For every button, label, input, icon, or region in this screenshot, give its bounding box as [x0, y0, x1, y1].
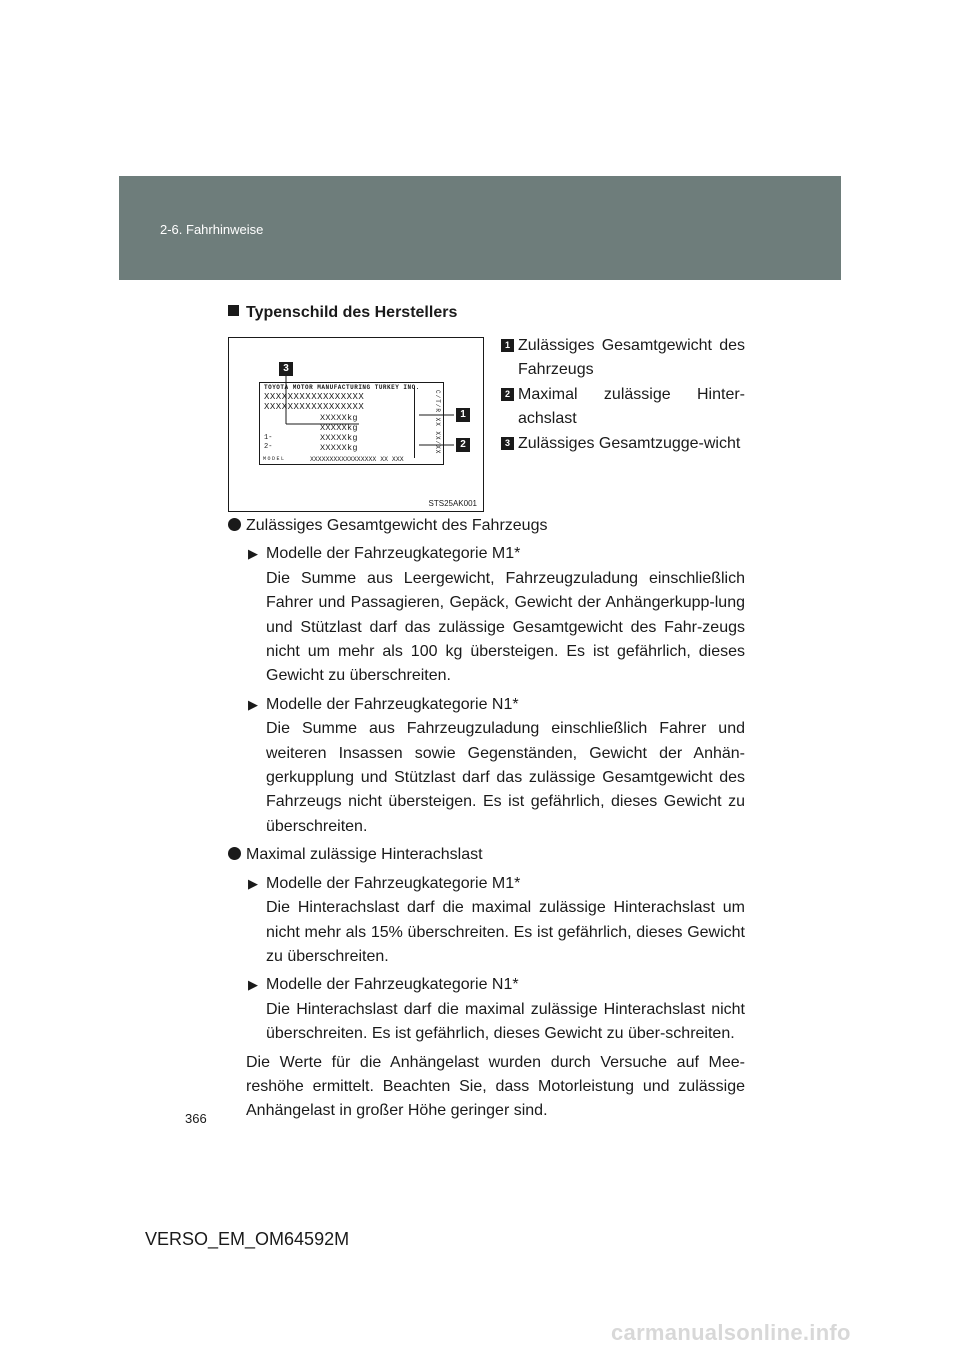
sub-item — [228, 872, 745, 970]
page-number: 366 — [185, 1111, 207, 1126]
bullet-item — [228, 514, 745, 538]
plate-side-text: C/T/R XX XX/XX — [414, 386, 441, 458]
plate-axle-label: 1- — [264, 434, 273, 442]
plate-model-label: MODEL — [263, 456, 286, 462]
sub-item-title: Modelle der Fahrzeugkategorie N1* — [266, 976, 519, 994]
sub-item — [228, 693, 745, 839]
closing-paragraph: Die Werte für die Anhängelast wurden durch Versuche auf Mee-reshöhe ermittelt. Beachten Sie, dass Motorleistung und zulässige Anhängelast in großer Höhe geringer sind. — [246, 1053, 745, 1120]
square-bullet-icon — [228, 305, 239, 316]
triangle-bullet-icon: ▶ — [248, 977, 258, 993]
triangle-bullet-icon: ▶ — [248, 696, 258, 712]
sub-item-text: Die Hinterachslast darf die maximal zulässige Hinterachslast um nicht mehr als 15% überschreiten. Es ist gefährlich, dieses Gewicht zu überschreiten. — [266, 899, 745, 965]
section-heading — [228, 304, 457, 322]
sub-item-title: Modelle der Fahrzeugkategorie M1* — [266, 874, 521, 892]
legend-number-icon: 3 — [501, 437, 514, 450]
callout-leader-lines — [229, 338, 485, 513]
legend-item — [501, 432, 745, 456]
bullet-title: Zulässiges Gesamtgewicht des Fahrzeugs — [246, 517, 548, 534]
sub-item-text: Die Summe aus Fahrzeugzuladung einschließlich Fahrer und weiteren Insassen sowie Gegenständen, Gewicht der Anhän-gerkupplung und Stützlast darf das zulässige Gesamtgewicht des Fahrzeugs nicht übersteigen. Es ist gefährlich, dieses Gewicht zu überschreiten. — [266, 720, 745, 835]
legend-item — [501, 334, 745, 382]
callout-1-icon: 1 — [456, 408, 470, 422]
plate-kg-row: XXXXXkg — [320, 433, 358, 443]
triangle-bullet-icon: ▶ — [248, 546, 258, 562]
sub-item — [228, 542, 745, 688]
section-reference: 2-6. Fahrhinweise — [160, 222, 264, 237]
sub-item-text: Die Summe aus Leergewicht, Fahrzeugzuladung einschließlich Fahrer und Passagieren, Gepäck, Gewicht der Anhängerkupp-lung und Stützlast darf das zulässige Gesamtgewicht des Fahr-zeugs nicht um mehr als 100 kg übersteigen. Es ist gefährlich, dieses Gewicht zu überschreiten. — [266, 569, 745, 685]
plate-manufacturer: TOYOTA MOTOR MANUFACTURING TURKEY INC. — [264, 384, 420, 391]
sub-item-title: Modelle der Fahrzeugkategorie M1* — [266, 545, 521, 563]
figure-legend — [501, 334, 745, 457]
legend-number-icon: 1 — [501, 339, 514, 352]
bullet-title: Maximal zulässige Hinterachslast — [246, 846, 483, 864]
callout-3-icon: 3 — [279, 362, 293, 376]
legend-number-icon: 2 — [501, 388, 514, 401]
plate-row: XXXXXXXXXXXXXXXXX — [264, 402, 365, 412]
legend-item — [501, 383, 745, 431]
plate-row: XXXXXXXXXXXXXXXXX — [264, 392, 365, 402]
plate-kg-row: XXXXXkg — [320, 413, 358, 423]
section-heading-text: Typenschild des Herstellers — [246, 304, 458, 321]
legend-text: Maximal zulässige Hinter-achslast — [518, 386, 745, 427]
watermark: carmanualsonline.info — [611, 1320, 851, 1345]
bullet-item — [228, 843, 745, 867]
round-bullet-icon — [228, 518, 241, 531]
legend-text: Zulässiges Gesamtgewicht des Fahrzeugs — [518, 337, 745, 378]
type-plate-figure — [228, 337, 484, 512]
plate-kg-row: XXXXXkg — [320, 443, 358, 453]
figure-code: STS25AK001 — [428, 499, 477, 508]
legend-text: Zulässiges Gesamtzugge-wicht — [518, 435, 741, 452]
callout-2-icon: 2 — [456, 438, 470, 452]
sub-item-title: Modelle der Fahrzeugkategorie N1* — [266, 695, 519, 713]
plate-model-value: XXXXXXXXXXXXXXXXX XX XXX — [310, 456, 404, 463]
triangle-bullet-icon: ▶ — [248, 875, 258, 891]
document-code: VERSO_EM_OM64592M — [145, 1229, 350, 1249]
sub-item-text: Die Hinterachslast darf die maximal zulässige Hinterachslast nicht überschreiten. Es ist gefährlich, dieses Gewicht zu über-schreiten. — [266, 1000, 745, 1043]
round-bullet-icon — [228, 847, 241, 860]
sub-item — [228, 973, 745, 1046]
plate-kg-row: XXXXXkg — [320, 423, 358, 433]
body-text — [228, 514, 745, 1124]
plate-axle-label: 2- — [264, 443, 273, 451]
